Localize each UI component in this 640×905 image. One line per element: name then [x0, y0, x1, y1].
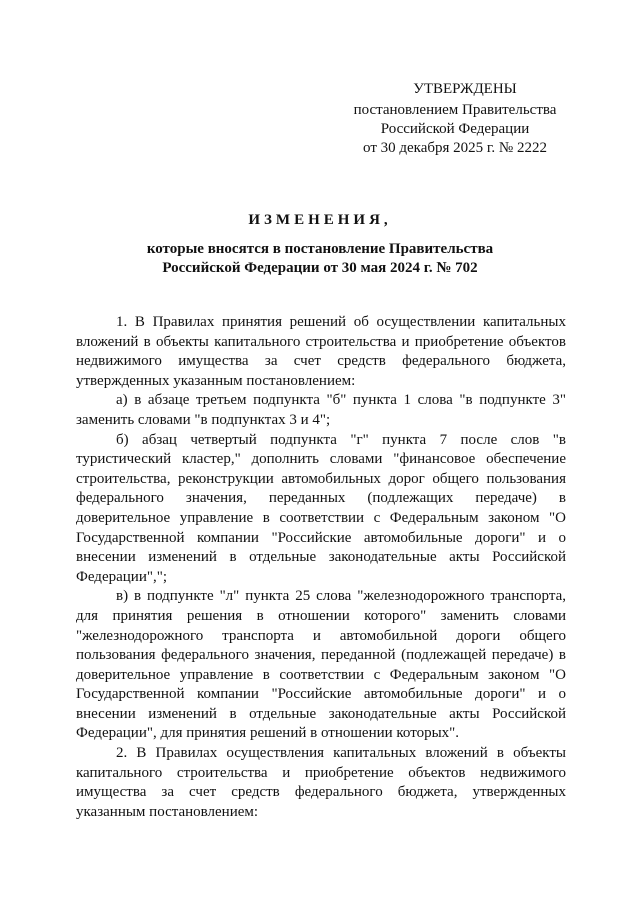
paragraph-item-1: 1. В Правилах принятия решений об осуществлении капитальных вложений в объекты капитального строительства и приобретение объектов недвижимого имущества за счет средств федерального бюджета, утвержденных указанным постановлением: — [76, 314, 566, 389]
paragraph-subitem-b: б) абзац четвертый подпункта "г" пункта 7 после слов "в туристический кластер," дополнить словами "финансовое обеспечение строительства, реконструкции автомобильных дорог общего пользования федерального значения, переданных (подлежащих передаче) в доверительное управление в соответствии с Федеральным законом "О Государственной компании "Российские автомобильные дороги" и о внесении изменений в отдельные законодательные акты Российской Федерации","; — [76, 431, 566, 585]
subtitle-line: Российской Федерации от 30 мая 2024 г. № 702 — [162, 260, 478, 276]
document-body — [76, 313, 566, 822]
approval-line: постановлением Правительства — [353, 102, 557, 118]
paragraph-subitem-v: в) в подпункте "л" пункта 25 слова "железнодорожного транспорта, для принятия решения в отношении которого" заменить словами "железнодорожного транспорта и автомобильной дороги общего пользования федерального значения, переданной (подлежащей передаче) в доверительное управление в соответствии с Федеральным законом "О Государственной компании "Российские автомобильные дороги" и о внесении изменений в отдельные законодательные акты Российской Федерации", для принятия решений в отношении которых". — [76, 588, 566, 742]
paragraph-subitem-a: а) в абзаце третьем подпункта "б" пункта 1 слова "в подпункте 3" заменить словами "в подпунктах 3 и 4"; — [76, 392, 566, 428]
approval-line: Российской Федерации — [380, 121, 530, 137]
document-subtitle — [70, 240, 570, 278]
subtitle-line: которые вносятся в постановление Правительства — [146, 241, 494, 257]
approval-line: от 30 декабря 2025 г. № 2222 — [363, 140, 547, 156]
approval-stamp: УТВЕРЖДЕНЫ — [413, 81, 517, 97]
paragraph-item-2: 2. В Правилах осуществления капитальных вложений в объекты капитального строительства и приобретение объектов недвижимого имущества за счет средств федерального бюджета, утвержденных указанным постановлением: — [76, 745, 566, 820]
document-title: ИЗМЕНЕНИЯ, — [248, 212, 392, 228]
approval-block — [330, 80, 580, 158]
